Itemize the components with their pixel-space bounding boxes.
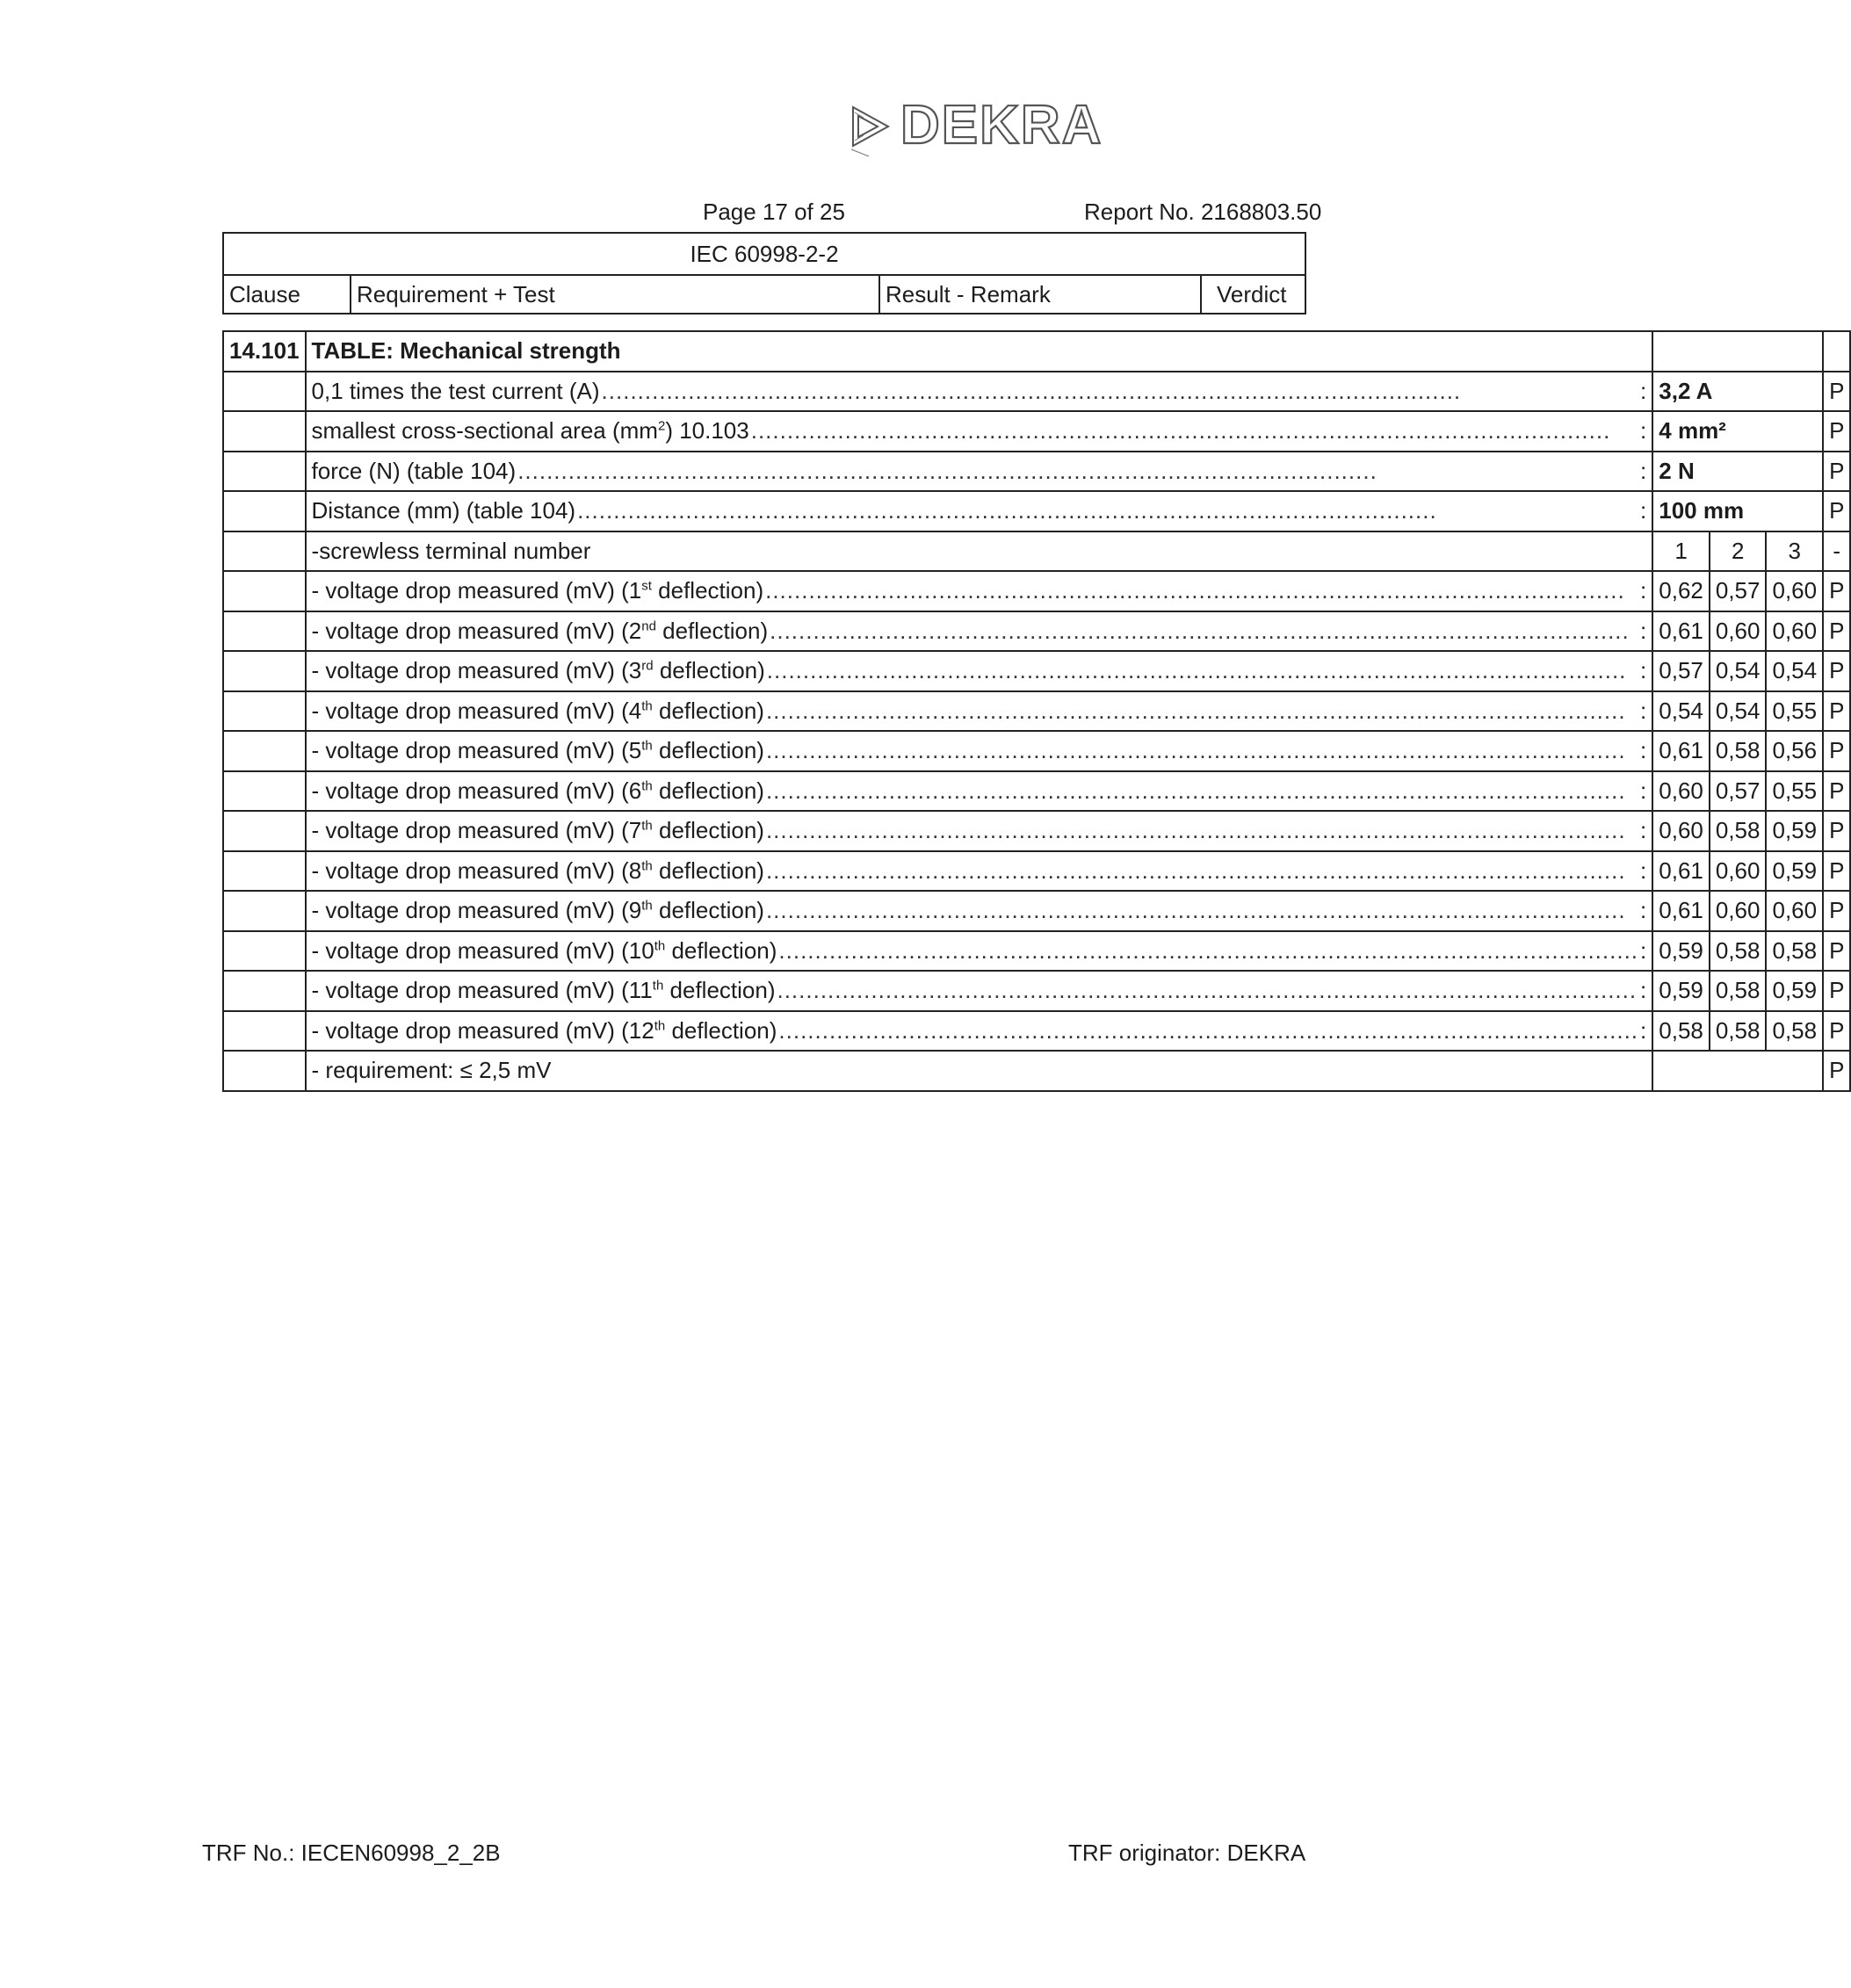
col-header-requirement: Requirement + Test <box>357 281 555 307</box>
requirement-label <box>312 937 777 965</box>
terminal-number: 2 <box>1710 531 1767 572</box>
verdict-value: P <box>1823 771 1850 812</box>
measured-value: 0,60 <box>1652 771 1710 812</box>
ordinal-superscript: th <box>641 818 653 834</box>
measured-value: 0,60 <box>1766 891 1823 931</box>
clause-cell <box>223 491 306 531</box>
measured-value: 0,55 <box>1766 771 1823 812</box>
clause-cell <box>223 811 306 851</box>
clause-cell <box>223 971 306 1011</box>
measured-value: 0,58 <box>1766 931 1823 972</box>
clause-cell <box>223 771 306 812</box>
measured-value: 0,62 <box>1652 571 1710 611</box>
result-value: 4 mm² <box>1652 411 1823 452</box>
requirement-label <box>312 817 764 844</box>
label-text: 8 <box>628 857 642 884</box>
requirement-label <box>312 1017 777 1045</box>
dot-leader <box>766 698 1638 725</box>
measurement-row <box>223 1011 1850 1052</box>
clause-cell <box>223 651 306 691</box>
measured-value: 0,59 <box>1766 971 1823 1011</box>
verdict-value: P <box>1823 452 1850 492</box>
clause-cell <box>223 452 306 492</box>
requirement-cell <box>306 411 1653 452</box>
label-text: deflection) <box>652 857 764 884</box>
requirement-cell <box>306 372 1653 412</box>
dot-leader <box>517 458 1638 485</box>
verdict-value: P <box>1823 971 1850 1011</box>
clause-cell <box>223 611 306 652</box>
requirement-label <box>312 618 769 645</box>
col-header-verdict: Verdict <box>1217 281 1287 307</box>
measured-value: 0,58 <box>1710 731 1767 771</box>
verdict-value: P <box>1823 1051 1850 1091</box>
verdict-value: P <box>1823 1011 1850 1052</box>
label-text: 6 <box>628 777 642 804</box>
measured-value: 0,58 <box>1710 811 1767 851</box>
requirement-cell <box>306 851 1653 892</box>
measurement-row <box>223 691 1850 732</box>
label-text: deflection) <box>651 577 764 604</box>
ordinal-superscript: nd <box>641 618 656 634</box>
leader-colon: : <box>1640 657 1647 684</box>
ordinal-superscript: rd <box>641 658 654 674</box>
label-text: - voltage drop measured (mV) ( <box>311 977 629 1004</box>
ordinal-superscript: th <box>641 738 653 754</box>
dot-leader <box>766 897 1638 924</box>
label-text: smallest cross-sectional area (mm <box>311 417 658 445</box>
verdict-value: P <box>1823 851 1850 892</box>
dot-leader <box>766 817 1638 844</box>
clause-cell <box>223 372 306 412</box>
requirement-label: - requirement: ≤ 2,5 mV <box>306 1051 1653 1091</box>
dot-leader <box>770 618 1638 645</box>
leader-colon: : <box>1640 617 1647 644</box>
measured-value: 0,61 <box>1652 891 1710 931</box>
clause-cell <box>223 1051 306 1091</box>
dot-leader <box>751 417 1638 445</box>
measured-value: 0,61 <box>1652 731 1710 771</box>
measured-value: 0,57 <box>1652 651 1710 691</box>
leader-colon: : <box>1640 417 1647 445</box>
measured-value: 0,59 <box>1652 931 1710 972</box>
requirement-label <box>312 458 517 485</box>
ordinal-superscript: th <box>641 778 653 794</box>
measured-value: 0,57 <box>1710 771 1767 812</box>
measured-value: 0,59 <box>1766 851 1823 892</box>
measured-value: 0,60 <box>1652 811 1710 851</box>
measurement-row <box>223 731 1850 771</box>
label-text: 7 <box>628 817 642 844</box>
requirement-cell <box>306 811 1653 851</box>
label-text: deflection) <box>652 897 764 924</box>
report-number: Report No. 2168803.50 <box>1084 199 1322 225</box>
requirement-cell <box>306 491 1653 531</box>
requirement-cell <box>306 731 1653 771</box>
measured-value: 0,58 <box>1766 1011 1823 1052</box>
measured-value: 0,54 <box>1652 691 1710 732</box>
label-text: 2 <box>628 617 642 644</box>
trf-originator: TRF originator: DEKRA <box>1068 1840 1306 1866</box>
leader-colon: : <box>1640 977 1647 1004</box>
measured-value: 0,60 <box>1766 611 1823 652</box>
leader-colon: : <box>1640 817 1647 844</box>
measurement-row <box>223 851 1850 892</box>
label-text: - voltage drop measured (mV) ( <box>311 1016 629 1044</box>
label-text: 0,1 times the test current (A) <box>311 377 600 404</box>
dot-leader <box>766 857 1638 885</box>
verdict-value: P <box>1823 651 1850 691</box>
measured-value: 0,54 <box>1710 691 1767 732</box>
header-col-divider <box>1200 274 1202 313</box>
verdict-value: P <box>1823 811 1850 851</box>
measurement-row <box>223 891 1850 931</box>
requirement-cell <box>306 771 1653 812</box>
leader-colon: : <box>1640 1016 1647 1044</box>
clause-cell <box>223 731 306 771</box>
standard-header-box <box>222 232 1306 314</box>
dot-leader <box>767 657 1638 684</box>
measured-value: 0,58 <box>1710 971 1767 1011</box>
dot-leader <box>602 378 1638 405</box>
verdict-value: P <box>1823 931 1850 972</box>
requirement-cell <box>306 1011 1653 1052</box>
clause-cell <box>223 931 306 972</box>
requirement-label: -screwless terminal number <box>306 531 1653 572</box>
label-text: - voltage drop measured (mV) ( <box>311 577 629 604</box>
label-text: - voltage drop measured (mV) ( <box>311 897 629 924</box>
measurement-row <box>223 811 1850 851</box>
verdict-value: - <box>1823 531 1850 572</box>
measured-value: 0,58 <box>1710 931 1767 972</box>
leader-colon: : <box>1640 697 1647 724</box>
dot-leader <box>765 577 1638 604</box>
leader-colon: : <box>1640 857 1647 884</box>
requirement-label <box>312 897 764 924</box>
parameter-row <box>223 491 1850 531</box>
label-text: 9 <box>628 897 642 924</box>
clause-number: 14.101 <box>223 331 306 372</box>
ordinal-superscript: th <box>641 898 653 914</box>
ordinal-superscript: th <box>641 858 653 874</box>
ordinal-superscript: th <box>641 698 653 714</box>
leader-colon: : <box>1640 497 1647 524</box>
measured-value: 0,58 <box>1710 1011 1767 1052</box>
label-text: deflection) <box>652 817 764 844</box>
clause-cell <box>223 571 306 611</box>
label-text: - voltage drop measured (mV) ( <box>311 737 629 764</box>
measured-value: 0,54 <box>1710 651 1767 691</box>
page-number: Page 17 of 25 <box>703 199 845 225</box>
label-text: 5 <box>628 737 642 764</box>
clause-cell <box>223 891 306 931</box>
dot-leader <box>577 497 1638 524</box>
leader-colon: : <box>1640 777 1647 804</box>
logo-wordmark: DEKRA <box>900 95 1103 155</box>
label-text: - voltage drop measured (mV) ( <box>311 936 629 964</box>
result-value: 100 mm <box>1652 491 1823 531</box>
label-text: 10 <box>628 936 654 964</box>
label-text: - voltage drop measured (mV) ( <box>311 657 629 684</box>
measured-value: 0,60 <box>1710 611 1767 652</box>
dot-leader <box>766 737 1638 764</box>
label-text: - voltage drop measured (mV) ( <box>311 697 629 724</box>
label-text: 1 <box>628 577 642 604</box>
requirement-cell <box>306 571 1653 611</box>
verdict-value: P <box>1823 491 1850 531</box>
requirement-label <box>312 977 776 1004</box>
clause-cell <box>223 691 306 732</box>
result-value: 3,2 A <box>1652 372 1823 412</box>
label-text: 12 <box>628 1016 654 1044</box>
leader-colon: : <box>1640 936 1647 964</box>
verdict-value: P <box>1823 891 1850 931</box>
measured-value: 0,59 <box>1652 971 1710 1011</box>
mechanical-strength-table <box>222 330 1851 1092</box>
measured-value: 0,60 <box>1766 571 1823 611</box>
requirement-cell <box>306 931 1653 972</box>
verdict-value: P <box>1823 372 1850 412</box>
requirement-cell <box>306 611 1653 652</box>
verdict-value: P <box>1823 411 1850 452</box>
label-text: deflection) <box>663 977 776 1004</box>
dekra-logo-icon <box>846 95 899 160</box>
label-text: - voltage drop measured (mV) ( <box>311 777 629 804</box>
dekra-logo <box>846 95 1110 160</box>
standard-title: IEC 60998-2-2 <box>690 241 839 267</box>
parameter-row <box>223 452 1850 492</box>
clause-cell <box>223 411 306 452</box>
requirement-label <box>312 417 749 445</box>
label-text: deflection) <box>665 1016 777 1044</box>
requirement-cell <box>306 971 1653 1011</box>
label-text: - voltage drop measured (mV) ( <box>311 857 629 884</box>
clause-cell <box>223 851 306 892</box>
requirement-label <box>312 378 600 405</box>
parameter-row <box>223 411 1850 452</box>
measured-value: 0,59 <box>1766 811 1823 851</box>
requirement-label <box>312 657 765 684</box>
measured-value: 0,61 <box>1652 851 1710 892</box>
col-header-result: Result - Remark <box>886 281 1051 307</box>
terminal-number: 1 <box>1652 531 1710 572</box>
measurement-row <box>223 611 1850 652</box>
requirement-cell <box>306 651 1653 691</box>
leader-colon: : <box>1640 737 1647 764</box>
verdict-value: P <box>1823 571 1850 611</box>
requirement-label <box>312 577 764 604</box>
verdict-value: P <box>1823 611 1850 652</box>
label-text: force (N) (table 104) <box>311 457 517 484</box>
measurement-row <box>223 651 1850 691</box>
requirement-label <box>312 737 764 764</box>
label-text: 4 <box>628 697 642 724</box>
terminal-number: 3 <box>1766 531 1823 572</box>
measurement-row <box>223 931 1850 972</box>
label-text: - voltage drop measured (mV) ( <box>311 817 629 844</box>
verdict-value: P <box>1823 731 1850 771</box>
measured-value: 0,58 <box>1652 1011 1710 1052</box>
label-text: deflection) <box>652 777 764 804</box>
header-divider <box>224 274 1305 276</box>
verdict-value: P <box>1823 691 1850 732</box>
leader-colon: : <box>1640 377 1647 404</box>
dot-leader <box>766 777 1638 805</box>
clause-cell <box>223 1011 306 1052</box>
leader-colon: : <box>1640 897 1647 924</box>
measured-value: 0,57 <box>1710 571 1767 611</box>
measured-value: 0,61 <box>1652 611 1710 652</box>
table-title-row <box>223 331 1850 372</box>
measured-value: 0,54 <box>1766 651 1823 691</box>
label-text: deflection) <box>653 657 765 684</box>
table-title: TABLE: Mechanical strength <box>306 331 1653 372</box>
measured-value: 0,60 <box>1710 891 1767 931</box>
label-text: - voltage drop measured (mV) ( <box>311 617 629 644</box>
label-text: Distance (mm) (table 104) <box>311 497 576 524</box>
verdict-cell <box>1823 331 1850 372</box>
label-text: 11 <box>628 977 653 1004</box>
measured-value: 0,56 <box>1766 731 1823 771</box>
ordinal-superscript: th <box>652 978 664 994</box>
result-cell <box>1652 1051 1823 1091</box>
label-text: deflection) <box>652 737 764 764</box>
measurement-row <box>223 571 1850 611</box>
label-text: deflection) <box>665 936 777 964</box>
trf-number: TRF No.: IECEN60998_2_2B <box>202 1840 501 1866</box>
label-text: 3 <box>628 657 642 684</box>
measured-value: 0,60 <box>1710 851 1767 892</box>
header-col-divider <box>350 274 351 313</box>
dot-leader <box>778 937 1638 965</box>
ordinal-superscript: th <box>654 938 666 954</box>
requirement-cell <box>306 891 1653 931</box>
dot-leader <box>778 1017 1638 1045</box>
requirement-label <box>312 777 764 805</box>
requirement-label <box>312 698 764 725</box>
ordinal-superscript: 2 <box>657 418 666 434</box>
leader-colon: : <box>1640 457 1647 484</box>
result-value: 2 N <box>1652 452 1823 492</box>
label-text: deflection) <box>655 617 769 644</box>
requirement-label <box>312 497 576 524</box>
clause-cell <box>223 531 306 572</box>
measurement-row <box>223 771 1850 812</box>
result-cell <box>1652 331 1823 372</box>
requirement-cell <box>306 452 1653 492</box>
measured-value: 0,55 <box>1766 691 1823 732</box>
label-text: deflection) <box>652 697 764 724</box>
requirement-label <box>312 857 764 885</box>
ordinal-superscript: th <box>654 1018 666 1034</box>
header-col-divider <box>879 274 880 313</box>
label-text: ) 10.103 <box>665 417 749 445</box>
measurement-row <box>223 971 1850 1011</box>
terminal-number-row <box>223 531 1850 572</box>
parameter-row <box>223 372 1850 412</box>
requirement-row <box>223 1051 1850 1091</box>
leader-colon: : <box>1640 577 1647 604</box>
dot-leader <box>777 977 1638 1004</box>
requirement-cell <box>306 691 1653 732</box>
col-header-clause: Clause <box>229 281 300 307</box>
ordinal-superscript: st <box>641 578 652 594</box>
